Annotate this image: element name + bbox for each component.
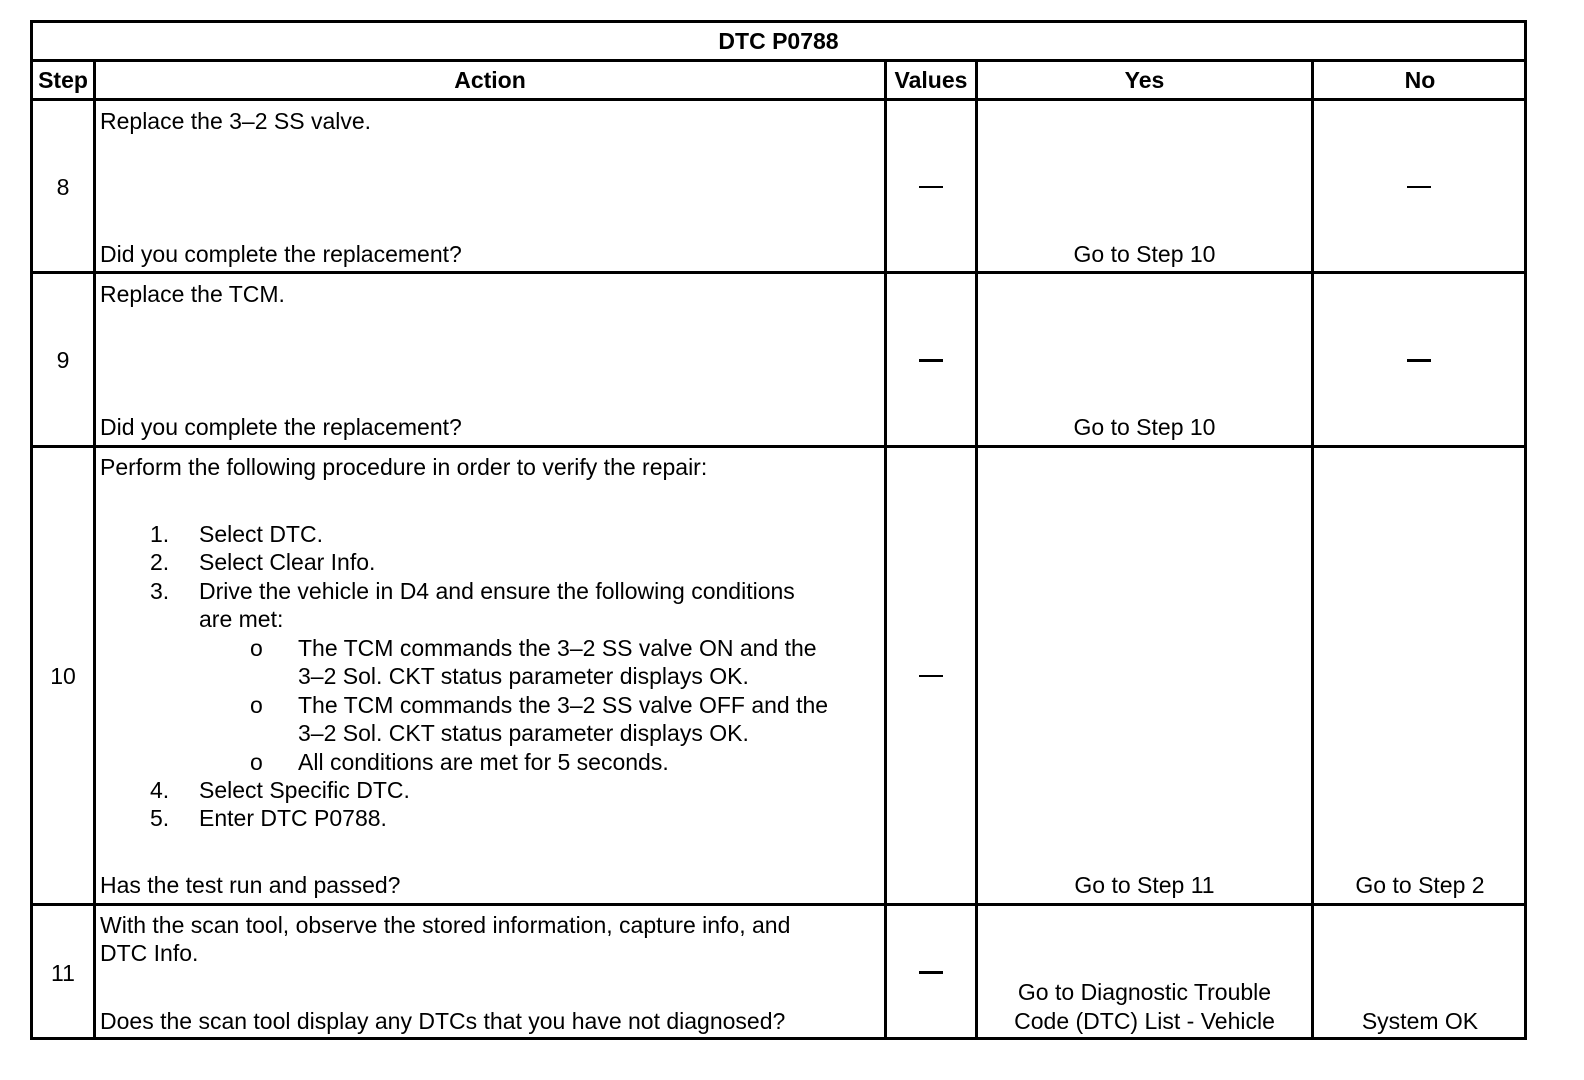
procedure-number: 3. (150, 578, 170, 604)
yes-action: Go to Step 10 (1073, 241, 1216, 267)
row-divider (30, 903, 1527, 906)
step-number: 10 (50, 663, 76, 689)
procedure-number: 1. (150, 521, 170, 547)
no-action: System OK (1361, 1008, 1479, 1034)
step-number: 11 (51, 960, 75, 986)
procedure-number: 5. (150, 805, 170, 831)
procedure-step: Enter DTC P0788. (199, 805, 387, 831)
column-divider (884, 59, 887, 1040)
action-text: Replace the 3–2 SS valve. (100, 108, 372, 134)
yes-action: Go to Step 10 (1073, 414, 1216, 440)
procedure-step: Select Clear Info. (199, 549, 376, 575)
values-dash (919, 359, 943, 362)
row-divider (30, 445, 1527, 448)
header-divider (30, 98, 1527, 101)
step-number: 8 (56, 174, 70, 200)
no-action: Go to Step 2 (1355, 872, 1485, 898)
no-dash (1407, 186, 1431, 188)
action-text: Replace the TCM. (100, 281, 285, 307)
action-text: With the scan tool, observe the stored information, capture info, and (100, 912, 791, 938)
condition-bullet: o (250, 692, 263, 718)
table-title: DTC P0788 (718, 28, 839, 54)
action-text: Perform the following procedure in order to verify the repair: (100, 454, 708, 480)
action-question: Does the scan tool display any DTCs that you have not diagnosed? (100, 1008, 786, 1034)
header-no: No (1404, 67, 1436, 93)
yes-action: Go to Step 11 (1074, 872, 1215, 898)
condition-text: 3–2 Sol. CKT status parameter displays OK. (298, 663, 749, 689)
header-values: Values (894, 67, 968, 93)
procedure-number: 4. (150, 777, 170, 803)
values-dash (919, 186, 943, 188)
step-number: 9 (56, 347, 70, 373)
values-dash (919, 971, 943, 974)
action-question: Has the test run and passed? (100, 872, 401, 898)
condition-text: 3–2 Sol. CKT status parameter displays OK. (298, 720, 749, 746)
condition-bullet: o (250, 635, 263, 661)
condition-bullet: o (250, 749, 263, 775)
condition-text: All conditions are met for 5 seconds. (298, 749, 669, 775)
header-action: Action (454, 67, 526, 93)
procedure-step: are met: (199, 606, 284, 632)
procedure-step: Select Specific DTC. (199, 777, 410, 803)
column-divider (93, 59, 96, 1040)
values-dash (919, 675, 943, 677)
header-yes: Yes (1124, 67, 1165, 93)
condition-text: The TCM commands the 3–2 SS valve OFF and the (298, 692, 829, 718)
action-question: Did you complete the replacement? (100, 414, 462, 440)
procedure-step: Select DTC. (199, 521, 323, 547)
row-divider (30, 271, 1527, 274)
action-text: DTC Info. (100, 940, 199, 966)
no-dash (1407, 359, 1431, 362)
title-divider (30, 59, 1527, 62)
procedure-number: 2. (150, 549, 170, 575)
action-question: Did you complete the replacement? (100, 241, 462, 267)
condition-text: The TCM commands the 3–2 SS valve ON and the (298, 635, 817, 661)
yes-action: Code (DTC) List - Vehicle (1014, 1008, 1275, 1034)
yes-action: Go to Diagnostic Trouble (1017, 979, 1272, 1005)
procedure-step: Drive the vehicle in D4 and ensure the following conditions (199, 578, 795, 604)
header-step: Step (38, 67, 88, 93)
